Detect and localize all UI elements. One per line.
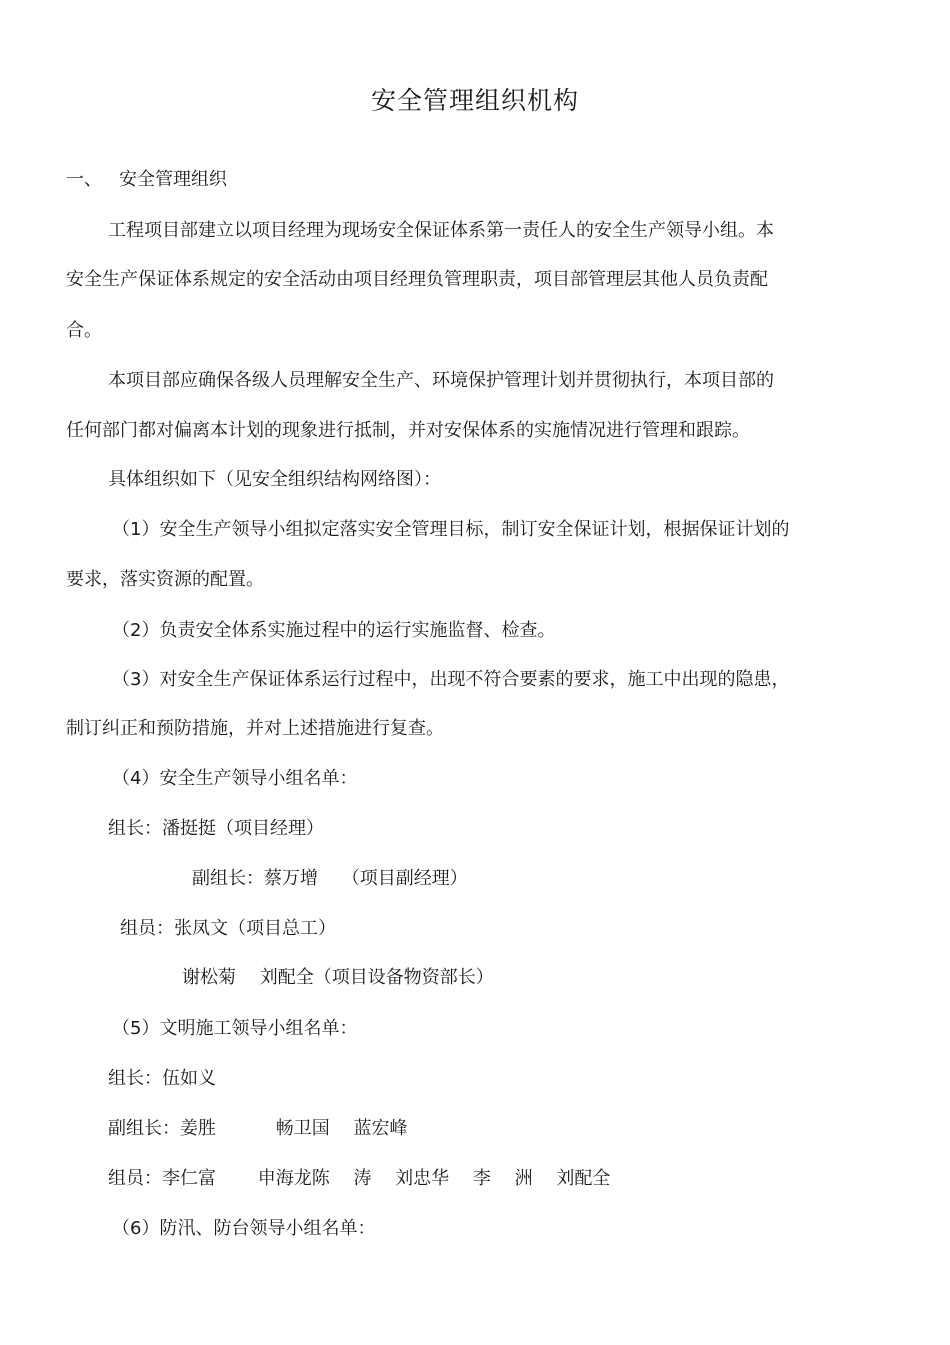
member-line: 组长：潘挺挺（项目经理） <box>108 818 324 839</box>
section-heading: 安全管理组织 <box>119 169 227 190</box>
list-item: （6）防汛、防台领导小组名单： <box>112 1218 376 1239</box>
list-item: （2）负责安全体系实施过程中的运行实施监督、检查。 <box>112 620 556 641</box>
list-item-continuation: 要求，落实资源的配置。 <box>66 569 264 590</box>
paragraph-line: 本项目部应确保各级人员理解安全生产、环境保护管理计划并贯彻执行，本项目部的 <box>108 370 774 391</box>
member-line: 副组长：蔡万增 （项目副经理） <box>192 868 468 889</box>
member-line: 组员：李仁富 申海龙陈 涛 刘忠华 李 洲 刘配全 <box>108 1168 611 1189</box>
member-line: 谢松菊 刘配全（项目设备物资部长） <box>182 967 494 988</box>
member-line: 副组长：姜胜 畅卫国 蓝宏峰 <box>108 1118 408 1139</box>
list-item: （4）安全生产领导小组名单： <box>112 768 358 789</box>
paragraph-line: 具体组织如下（见安全组织结构网络图）： <box>108 469 441 490</box>
paragraph-line: 安全生产保证体系规定的安全活动由项目经理负管理职责，项目部管理层其他人员负责配 <box>66 269 768 290</box>
list-item-continuation: 制订纠正和预防措施，并对上述措施进行复查。 <box>66 718 444 739</box>
section-number: 一、 <box>66 169 102 190</box>
list-item: （5）文明施工领导小组名单： <box>112 1018 358 1039</box>
list-item: （3）对安全生产保证体系运行过程中，出现不符合要素的要求，施工中出现的隐患， <box>112 669 790 690</box>
paragraph-line: 任何部门都对偏离本计划的现象进行抵制，并对安保体系的实施情况进行管理和跟踪。 <box>66 420 750 441</box>
paragraph-line: 合。 <box>66 320 102 341</box>
document-title: 安全管理组织机构 <box>370 86 579 115</box>
paragraph-line: 工程项目部建立以项目经理为现场安全保证体系第一责任人的安全生产领导小组。本 <box>108 220 774 241</box>
member-line: 组员：张凤文（项目总工） <box>120 918 336 939</box>
list-item: （1）安全生产领导小组拟定落实安全管理目标，制订安全保证计划，根据保证计划的 <box>112 519 790 540</box>
member-line: 组长：伍如义 <box>108 1068 216 1089</box>
